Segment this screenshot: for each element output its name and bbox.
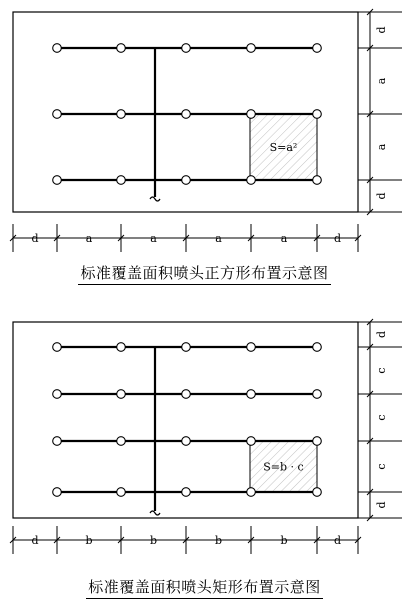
dimension-label: d — [333, 534, 342, 547]
sprinkler-head-icon — [247, 437, 256, 446]
sprinkler-head-icon — [182, 488, 191, 497]
sprinkler-head-icon — [182, 44, 191, 53]
sprinkler-head-icon — [313, 437, 322, 446]
dimension-label: d — [375, 330, 388, 339]
rectangular-layout-caption: 标准覆盖面积喷头矩形布置示意图 — [0, 576, 409, 599]
sprinkler-head-icon — [117, 437, 126, 446]
dimension-label: b — [280, 534, 288, 547]
dimension-label: a — [150, 232, 157, 245]
sprinkler-head-icon — [313, 488, 322, 497]
sprinkler-head-icon — [117, 390, 126, 399]
sprinkler-head-icon — [53, 176, 62, 185]
sprinkler-head-icon — [53, 343, 62, 352]
sprinkler-head-icon — [313, 44, 322, 53]
sprinkler-head-icon — [117, 343, 126, 352]
sprinkler-head-icon — [247, 390, 256, 399]
dimension-label: a — [280, 232, 288, 245]
sprinkler-head-icon — [313, 176, 322, 185]
dimension-label: d — [375, 26, 388, 34]
dimension-label: a — [375, 77, 388, 85]
sprinkler-head-icon — [182, 110, 191, 119]
dimension-label: c — [375, 367, 388, 374]
dimension-label: d — [333, 232, 342, 245]
coverage-area-label: S=a² — [269, 141, 298, 154]
sprinkler-head-icon — [313, 110, 322, 119]
sprinkler-head-icon — [313, 343, 322, 352]
dimension-label: d — [375, 192, 388, 200]
sprinkler-head-icon — [117, 176, 126, 185]
sprinkler-head-icon — [117, 488, 126, 497]
square-layout-caption: 标准覆盖面积喷头正方形布置示意图 — [0, 262, 409, 285]
sprinkler-head-icon — [117, 44, 126, 53]
sprinkler-head-icon — [247, 176, 256, 185]
dimension-label: b — [214, 534, 223, 547]
dimension-label: a — [375, 143, 388, 151]
sprinkler-head-icon — [247, 44, 256, 53]
pipe-break-symbol — [150, 197, 160, 201]
sprinkler-head-icon — [313, 390, 322, 399]
dimension-label: d — [31, 534, 39, 547]
dimension-label: b — [85, 534, 93, 547]
sprinkler-head-icon — [182, 343, 191, 352]
sprinkler-head-icon — [247, 110, 256, 119]
sprinkler-head-icon — [53, 44, 62, 53]
sprinkler-head-icon — [182, 437, 191, 446]
dimension-label: a — [215, 232, 222, 245]
sprinkler-head-icon — [53, 110, 62, 119]
dimension-label: a — [85, 232, 93, 245]
dimension-label: c — [375, 414, 388, 421]
dimension-label: b — [149, 534, 158, 547]
pipe-break-symbol — [150, 511, 160, 515]
sprinkler-head-icon — [53, 437, 62, 446]
sprinkler-head-icon — [182, 390, 191, 399]
sprinkler-head-icon — [247, 488, 256, 497]
dimension-label: d — [31, 232, 39, 245]
sprinkler-head-icon — [182, 176, 191, 185]
sprinkler-head-icon — [53, 488, 62, 497]
dimension-label: d — [375, 501, 388, 509]
dimension-label: c — [375, 463, 388, 470]
sprinkler-head-icon — [117, 110, 126, 119]
sprinkler-head-icon — [53, 390, 62, 399]
coverage-area-label: S=b · c — [263, 460, 304, 474]
sprinkler-head-icon — [247, 343, 256, 352]
